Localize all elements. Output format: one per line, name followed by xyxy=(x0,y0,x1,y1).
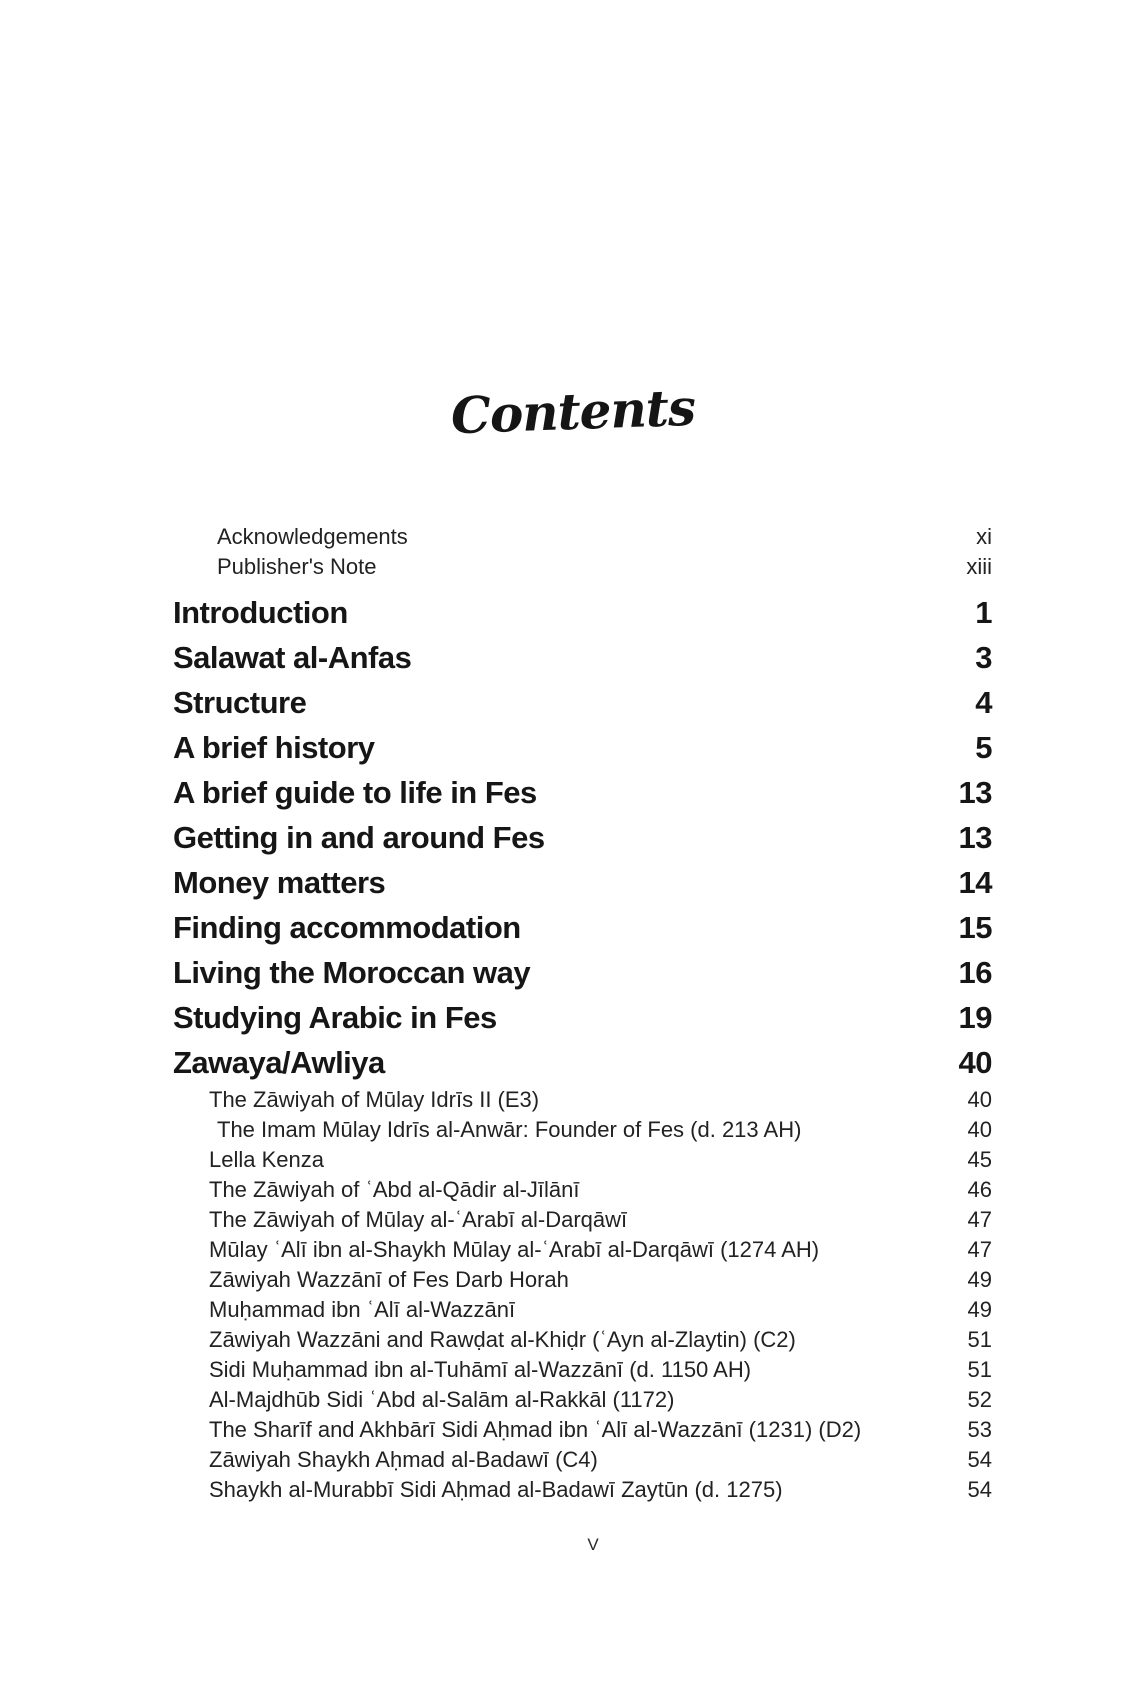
toc-entry-page: 16 xyxy=(958,955,992,990)
toc-entry-label: Publisher's Note xyxy=(217,554,377,579)
toc-entry-label: Lella Kenza xyxy=(209,1147,324,1172)
table-of-contents xyxy=(173,522,992,1505)
toc-entry-label: Acknowledgements xyxy=(217,524,408,549)
toc-entry-page: 54 xyxy=(967,1447,992,1472)
toc-entry-label: The Sharīf and Akhbārī Sidi Aḥmad ibn ʿAlī al-Wazzānī (1231) (D2) xyxy=(209,1417,862,1442)
toc-entry-sub xyxy=(173,1325,992,1355)
toc-entry-section xyxy=(173,725,992,770)
toc-entry-sub xyxy=(173,1235,992,1265)
page-title: Contents xyxy=(450,377,696,446)
toc-entry-label: The Zāwiyah of ʿAbd al-Qādir al-Jīlānī xyxy=(209,1177,580,1202)
toc-entry-label: A brief guide to life in Fes xyxy=(173,775,537,810)
toc-entry-page: 52 xyxy=(967,1387,992,1412)
toc-entry-label: Money matters xyxy=(173,865,386,900)
toc-entry-page: 1 xyxy=(975,595,992,630)
toc-entry-sub xyxy=(173,1115,992,1145)
toc-entry-section xyxy=(173,815,992,860)
toc-entry-label: Studying Arabic in Fes xyxy=(173,1000,497,1035)
toc-entry-page: 53 xyxy=(967,1417,992,1442)
toc-entry-section xyxy=(173,905,992,950)
toc-entry-page: 49 xyxy=(967,1297,992,1322)
toc-entry-sub xyxy=(173,1205,992,1235)
toc-entry-label: Zāwiyah Wazzāni and Rawḍat al-Khiḍr (ʿAyn al-Zlaytin) (C2) xyxy=(209,1327,796,1352)
toc-entry-section xyxy=(173,680,992,725)
toc-entry-page: 45 xyxy=(967,1147,992,1172)
toc-entry-sub xyxy=(173,1085,992,1115)
toc-entry-page: 4 xyxy=(975,685,992,720)
toc-entry-page: 15 xyxy=(958,910,992,945)
toc-entry-label: Mūlay ʿAlī ibn al-Shaykh Mūlay al-ʿArabī al-Darqāwī (1274 AH) xyxy=(209,1237,820,1262)
toc-entry-label: Finding accommodation xyxy=(173,910,521,945)
toc-entry-label: A brief history xyxy=(173,730,375,765)
toc-entry-page: 54 xyxy=(967,1477,992,1502)
toc-entry-sub xyxy=(173,1475,992,1505)
toc-entry-sub xyxy=(173,1385,992,1415)
toc-entry-section xyxy=(173,770,992,815)
toc-entry-sub xyxy=(173,1145,992,1175)
toc-entry-page: 13 xyxy=(958,775,992,810)
toc-entry-section xyxy=(173,995,992,1040)
toc-entry-label: Living the Moroccan way xyxy=(173,955,531,990)
toc-entry-sub xyxy=(173,1295,992,1325)
toc-entry-section xyxy=(173,1040,992,1085)
toc-entry-page: 47 xyxy=(967,1237,992,1262)
toc-entry-sub xyxy=(173,1415,992,1445)
toc-entry-label: The Imam Mūlay Idrīs al-Anwār: Founder of Fes (d. 213 AH) xyxy=(217,1117,802,1142)
toc-entry-page: 40 xyxy=(967,1117,992,1142)
toc-entry-page: 14 xyxy=(958,865,992,900)
toc-entry-label: Sidi Muḥammad ibn al-Tuhāmī al-Wazzānī (d. 1150 AH) xyxy=(209,1357,752,1382)
toc-entry-page: 51 xyxy=(967,1357,992,1382)
toc-entry-label: Salawat al-Anfas xyxy=(173,640,412,675)
toc-entry-page: 40 xyxy=(958,1045,992,1080)
toc-entry-front xyxy=(173,522,992,552)
toc-entry-page: 47 xyxy=(967,1207,992,1232)
toc-entry-page: 3 xyxy=(975,640,992,675)
toc-entry-page: 40 xyxy=(967,1087,992,1112)
toc-entry-page: 13 xyxy=(958,820,992,855)
toc-entry-page: 19 xyxy=(958,1000,992,1035)
toc-entry-sub xyxy=(173,1265,992,1295)
page-footer-number: V xyxy=(587,1535,599,1554)
toc-entry-page: 51 xyxy=(967,1327,992,1352)
toc-front-matter-list xyxy=(173,522,992,582)
toc-entry-page: 49 xyxy=(967,1267,992,1292)
toc-entry-label: Muḥammad ibn ʿAlī al-Wazzānī xyxy=(209,1297,516,1322)
toc-section-list xyxy=(173,590,992,1505)
toc-entry-label: Zāwiyah Wazzānī of Fes Darb Horah xyxy=(209,1267,569,1292)
toc-entry-sub xyxy=(173,1445,992,1475)
toc-entry-label: Al-Majdhūb Sidi ʿAbd al-Salām al-Rakkāl (1172) xyxy=(209,1387,675,1412)
toc-entry-label: The Zāwiyah of Mūlay Idrīs II (E3) xyxy=(209,1087,540,1112)
toc-entry-front xyxy=(173,552,992,582)
toc-entry-label: The Zāwiyah of Mūlay al-ʿArabī al-Darqāwī xyxy=(209,1207,628,1232)
toc-entry-page: 46 xyxy=(967,1177,992,1202)
toc-entry-label: Introduction xyxy=(173,595,348,630)
toc-entry-page: xiii xyxy=(966,554,992,579)
toc-entry-section xyxy=(173,635,992,680)
toc-entry-label: Zawaya/Awliya xyxy=(173,1045,385,1080)
toc-entry-sub xyxy=(173,1355,992,1385)
toc-entry-sub xyxy=(173,1175,992,1205)
toc-entry-page: 5 xyxy=(975,730,992,765)
toc-entry-page: xi xyxy=(976,524,992,549)
toc-sub-list xyxy=(173,1085,992,1505)
toc-entry-section xyxy=(173,860,992,905)
toc-entry-section xyxy=(173,950,992,995)
toc-entry-label: Structure xyxy=(173,685,307,720)
toc-entry-label: Shaykh al-Murabbī Sidi Aḥmad al-Badawī Zaytūn (d. 1275) xyxy=(209,1477,783,1502)
toc-entry-label: Getting in and around Fes xyxy=(173,820,545,855)
toc-entry-label: Zāwiyah Shaykh Aḥmad al-Badawī (C4) xyxy=(209,1447,598,1472)
toc-entry-section xyxy=(173,590,992,635)
